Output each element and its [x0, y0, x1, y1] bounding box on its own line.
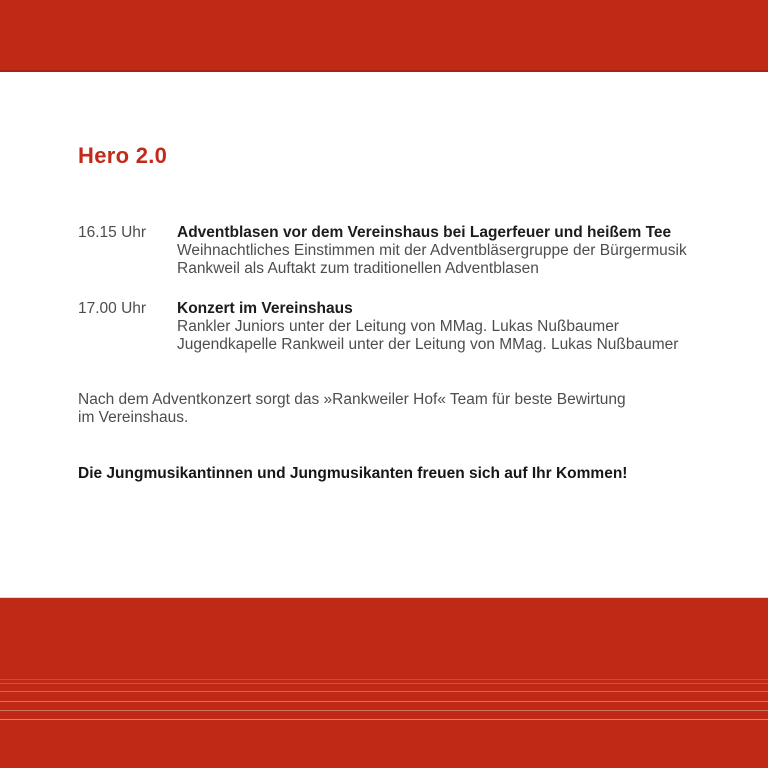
decorative-stripe	[0, 683, 768, 684]
decorative-stripe	[0, 679, 768, 680]
catering-note	[78, 391, 678, 427]
closing-statement: Die Jungmusikantinnen und Jungmusikanten freuen sich auf Ihr Kommen!	[78, 465, 628, 482]
catering-note-line: Nach dem Adventkonzert sorgt das »Rankweiler Hof« Team für beste Bewirtung	[78, 391, 626, 408]
event-time: 17.00 Uhr	[78, 300, 147, 317]
schedule-row	[78, 300, 703, 354]
top-banner	[0, 0, 768, 72]
event-details	[177, 224, 687, 278]
event-description-line: Rankler Juniors unter der Leitung von MMag. Lukas Nußbaumer	[177, 318, 619, 335]
decorative-stripe	[0, 719, 768, 720]
event-description-line: Jugendkapelle Rankweil unter der Leitung von MMag. Lukas Nußbaumer	[177, 336, 679, 353]
event-details	[177, 300, 678, 354]
bottom-banner	[0, 597, 768, 768]
event-schedule	[78, 224, 703, 376]
event-title: Konzert im Vereinshaus	[177, 300, 353, 317]
event-description-line: Rankweil als Auftakt zum traditionellen Adventblasen	[177, 260, 539, 277]
event-time: 16.15 Uhr	[78, 224, 147, 241]
schedule-row	[78, 224, 703, 278]
decorative-stripe	[0, 710, 768, 711]
event-title: Adventblasen vor dem Vereinshaus bei Lagerfeuer und heißem Tee	[177, 224, 672, 241]
page-title: Hero 2.0	[78, 143, 168, 168]
event-description-line: Weihnachtliches Einstimmen mit der Adventbläsergruppe der Bürgermusik	[177, 242, 687, 259]
catering-note-line: im Vereinshaus.	[78, 409, 189, 426]
decorative-stripe	[0, 701, 768, 702]
decorative-stripe	[0, 691, 768, 692]
